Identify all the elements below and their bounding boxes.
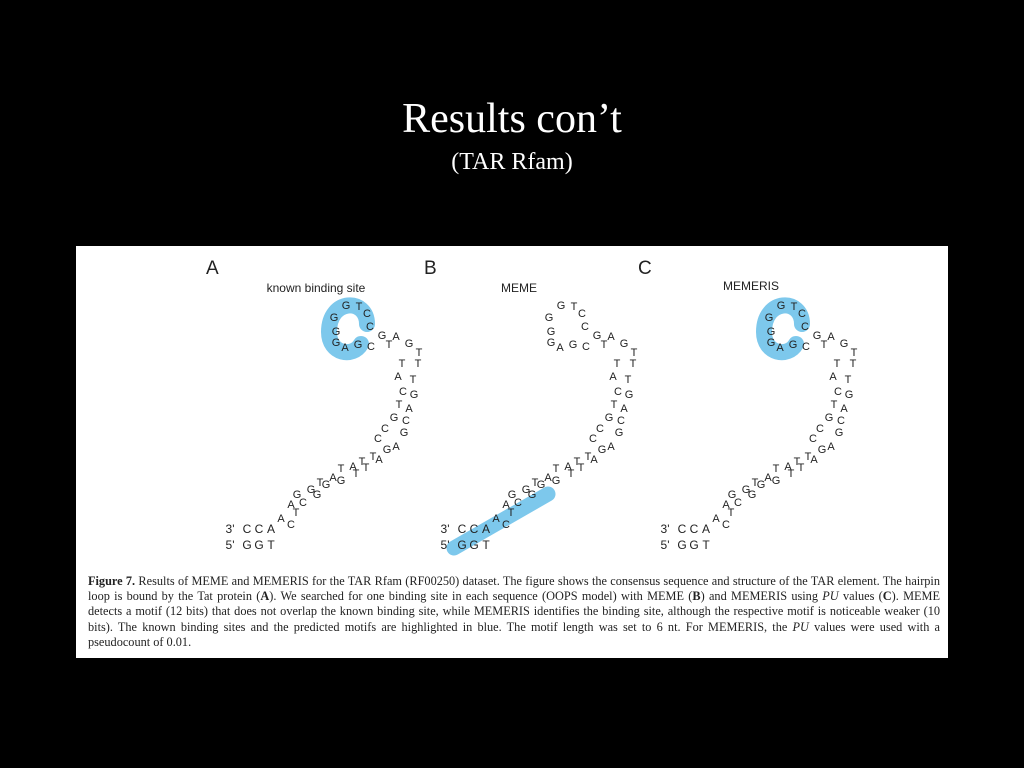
nucleotide: T [398, 358, 406, 370]
nucleotide: G [331, 326, 341, 338]
nucleotide: C [582, 341, 590, 353]
nucleotide: T [567, 468, 575, 480]
nucleotide: C [802, 341, 810, 353]
nucleotide: C [798, 308, 806, 320]
nucleotide: T [316, 477, 324, 489]
nucleotide: T [337, 463, 345, 475]
strand-5prime-nucleotide: G [677, 538, 687, 552]
nucleotide: T [624, 374, 632, 386]
nucleotide: A [341, 342, 349, 354]
caption-text-2: ). We searched for one binding site in each sequence (OOPS model) with MEME ( [269, 589, 693, 604]
nucleotide: G [812, 330, 822, 342]
nucleotide: T [409, 374, 417, 386]
strand-3prime-nucleotide: C [457, 522, 467, 536]
nucleotide: C [589, 433, 597, 445]
nucleotide: G [331, 337, 341, 349]
nucleotide: G [619, 338, 629, 350]
nucleotide: G [312, 489, 322, 501]
nucleotide: A [392, 331, 400, 343]
nucleotide: A [392, 441, 400, 453]
caption-ref-b: B [692, 589, 701, 604]
strand-3prime-nucleotide: A [481, 522, 491, 536]
nucleotide: G [353, 339, 363, 351]
nucleotide: A [405, 403, 413, 415]
nucleotide: T [552, 463, 560, 475]
slide-subtitle: (TAR Rfam) [451, 149, 573, 175]
nucleotide: A [607, 441, 615, 453]
nucleotide: G [817, 444, 827, 456]
nucleotide: C [614, 386, 622, 398]
nucleotide: G [409, 389, 419, 401]
strand-5prime-nucleotide: G [457, 538, 467, 552]
strand-5prime-nucleotide: G [469, 538, 479, 552]
nucleotide: C [734, 497, 742, 509]
nucleotide: A [329, 472, 337, 484]
panel-letter: A [206, 258, 219, 279]
strand-5prime-nucleotide: T [482, 538, 490, 552]
nucleotide: G [741, 484, 751, 496]
nucleotide: A [620, 403, 628, 415]
nucleotide: G [507, 489, 517, 501]
nucleotide: T [751, 477, 759, 489]
nucleotide: G [321, 479, 331, 491]
strand-3prime-nucleotide: C [677, 522, 687, 536]
nucleotide: C [834, 386, 842, 398]
nucleotide: G [377, 330, 387, 342]
nucleotide: T [787, 468, 795, 480]
nucleotide: C [578, 308, 586, 320]
nucleotide: T [531, 477, 539, 489]
nucleotide: G [568, 339, 578, 351]
nucleotide: A [502, 499, 510, 511]
caption-text-5: ). MEME detects a motif (12 bits) that does not overlap the known binding site, while MEMERIS identifies the binding site, although the respective motif is noticeable weaker (10 bits). The known binding sites and the predicted motifs are highlighted in blue. The motif length was set to 6 nt. For MEMERIS, the [88, 589, 941, 634]
nucleotide: C [837, 415, 845, 427]
figure-panel [76, 246, 948, 658]
nucleotide: T [793, 456, 801, 468]
nucleotide: C [367, 341, 375, 353]
nucleotide: G [747, 489, 757, 501]
nucleotide: A [556, 342, 564, 354]
nucleotide: T [570, 301, 578, 313]
nucleotide: T [850, 347, 858, 359]
nucleotide: G [551, 475, 561, 487]
panel-label: MEME [501, 281, 537, 295]
panel-letter: B [424, 258, 437, 279]
nucleotide: G [404, 338, 414, 350]
nucleotide: A [607, 331, 615, 343]
nucleotide: G [824, 412, 834, 424]
nucleotide: G [756, 479, 766, 491]
rna-structure-diagrams [76, 246, 948, 576]
nucleotide: G [546, 326, 556, 338]
nucleotide: G [521, 484, 531, 496]
nucleotide: A [712, 513, 720, 525]
nucleotide: G [839, 338, 849, 350]
nucleotide: G [766, 337, 776, 349]
panel-label: MEMERIS [722, 279, 780, 293]
nucleotide: C [809, 433, 817, 445]
strand-5prime-nucleotide: T [267, 538, 275, 552]
nucleotide: A [564, 461, 572, 473]
strand-5prime-nucleotide: G [242, 538, 252, 552]
strand-3prime-nucleotide: C [689, 522, 699, 536]
nucleotide: T [355, 301, 363, 313]
nucleotide: G [624, 389, 634, 401]
nucleotide: G [527, 489, 537, 501]
nucleotide: A [394, 371, 402, 383]
slide-title: Results con’t [402, 96, 622, 142]
nucleotide: T [830, 399, 838, 411]
panel-label: known binding site [266, 281, 366, 295]
nucleotide: T [358, 456, 366, 468]
caption-pu-1: PU [822, 589, 839, 604]
nucleotide: T [577, 462, 585, 474]
nucleotide: T [584, 451, 592, 463]
strand-3prime-nucleotide: C [469, 522, 479, 536]
nucleotide: A [349, 461, 357, 473]
nucleotide: G [341, 300, 351, 312]
nucleotide: A [829, 371, 837, 383]
caption-text-4: values ( [838, 589, 883, 604]
nucleotide: T [820, 339, 828, 351]
nucleotide: G [536, 479, 546, 491]
nucleotide: C [399, 386, 407, 398]
nucleotide: C [596, 423, 604, 435]
caption-ref-c: C [882, 589, 892, 604]
end-label-3prime: 3' [660, 522, 670, 536]
nucleotide: G [776, 300, 786, 312]
nucleotide: T [362, 462, 370, 474]
nucleotide: G [764, 312, 774, 324]
nucleotide: T [613, 358, 621, 370]
nucleotide: T [797, 462, 805, 474]
nucleotide: G [382, 444, 392, 456]
nucleotide: G [546, 337, 556, 349]
caption-text-6: values were used with a pseudocount of 0.01. [88, 619, 940, 649]
nucleotide: T [600, 339, 608, 351]
nucleotide: A [277, 513, 285, 525]
caption-figure-label: Figure 7. [88, 574, 136, 588]
nucleotide: A [840, 403, 848, 415]
nucleotide: C [722, 519, 730, 531]
nucleotide: G [844, 389, 854, 401]
nucleotide: G [766, 326, 776, 338]
strand-3prime-nucleotide: C [254, 522, 264, 536]
nucleotide: G [771, 475, 781, 487]
end-label-3prime: 3' [440, 522, 450, 536]
nucleotide: T [415, 347, 423, 359]
nucleotide: A [544, 472, 552, 484]
nucleotide: G [556, 300, 566, 312]
nucleotide: C [287, 519, 295, 531]
nucleotide: T [630, 347, 638, 359]
strand-5prime-nucleotide: G [254, 538, 264, 552]
nucleotide: A [784, 461, 792, 473]
nucleotide: C [363, 308, 371, 320]
nucleotide: C [502, 519, 510, 531]
strand-3prime-nucleotide: A [701, 522, 711, 536]
nucleotide: C [801, 321, 809, 333]
nucleotide: G [834, 427, 844, 439]
caption-pu-2: PU [792, 619, 809, 634]
nucleotide: T [369, 451, 377, 463]
nucleotide: T [385, 339, 393, 351]
structure-panel-b [424, 258, 638, 552]
caption-text-3: ) and MEMERIS using [700, 589, 823, 604]
nucleotide: C [381, 423, 389, 435]
nucleotide: G [727, 489, 737, 501]
nucleotide: C [617, 415, 625, 427]
nucleotide: A [827, 331, 835, 343]
nucleotide: A [609, 371, 617, 383]
nucleotide: A [810, 454, 818, 466]
nucleotide: G [336, 475, 346, 487]
nucleotide: G [597, 444, 607, 456]
nucleotide: T [727, 507, 735, 519]
nucleotide: T [772, 463, 780, 475]
nucleotide: T [414, 358, 422, 370]
nucleotide: G [306, 484, 316, 496]
nucleotide: C [366, 321, 374, 333]
strand-5prime-nucleotide: G [689, 538, 699, 552]
nucleotide: A [776, 342, 784, 354]
nucleotide: T [804, 451, 812, 463]
strand-3prime-nucleotide: C [242, 522, 252, 536]
nucleotide: C [402, 415, 410, 427]
nucleotide: T [352, 468, 360, 480]
nucleotide: G [292, 489, 302, 501]
nucleotide: G [788, 339, 798, 351]
nucleotide: C [299, 497, 307, 509]
nucleotide: C [581, 321, 589, 333]
nucleotide: A [492, 513, 500, 525]
caption-text-1: Results of MEME and MEMERIS for the TAR Rfam (RF00250) dataset. The figure shows the consensus sequence and structure of the TAR element. The hairpin loop is bound by the Tat protein ( [88, 574, 940, 604]
structure-panel-a [206, 258, 423, 552]
nucleotide: C [816, 423, 824, 435]
nucleotide: T [292, 507, 300, 519]
strand-3prime-nucleotide: A [266, 522, 276, 536]
nucleotide: T [790, 301, 798, 313]
end-label-5prime: 5' [225, 538, 235, 552]
nucleotide: G [544, 312, 554, 324]
figure-caption [88, 574, 940, 650]
nucleotide: T [395, 399, 403, 411]
nucleotide: C [514, 497, 522, 509]
nucleotide: G [604, 412, 614, 424]
structure-panel-c [638, 258, 858, 552]
nucleotide: T [844, 374, 852, 386]
nucleotide: A [722, 499, 730, 511]
nucleotide: C [374, 433, 382, 445]
nucleotide: T [507, 507, 515, 519]
nucleotide: T [833, 358, 841, 370]
nucleotide: A [375, 454, 383, 466]
end-label-3prime: 3' [225, 522, 235, 536]
motif-highlight [454, 494, 548, 548]
nucleotide: T [629, 358, 637, 370]
nucleotide: A [287, 499, 295, 511]
nucleotide: T [573, 456, 581, 468]
nucleotide: A [827, 441, 835, 453]
nucleotide: G [389, 412, 399, 424]
end-label-5prime: 5' [660, 538, 670, 552]
nucleotide: T [610, 399, 618, 411]
nucleotide: A [590, 454, 598, 466]
panel-letter: C [638, 258, 652, 279]
caption-ref-a: A [260, 589, 270, 604]
strand-5prime-nucleotide: T [702, 538, 710, 552]
nucleotide: G [592, 330, 602, 342]
nucleotide: G [329, 312, 339, 324]
nucleotide: A [764, 472, 772, 484]
nucleotide: G [614, 427, 624, 439]
nucleotide: G [399, 427, 409, 439]
nucleotide: T [849, 358, 857, 370]
end-label-5prime: 5' [440, 538, 450, 552]
